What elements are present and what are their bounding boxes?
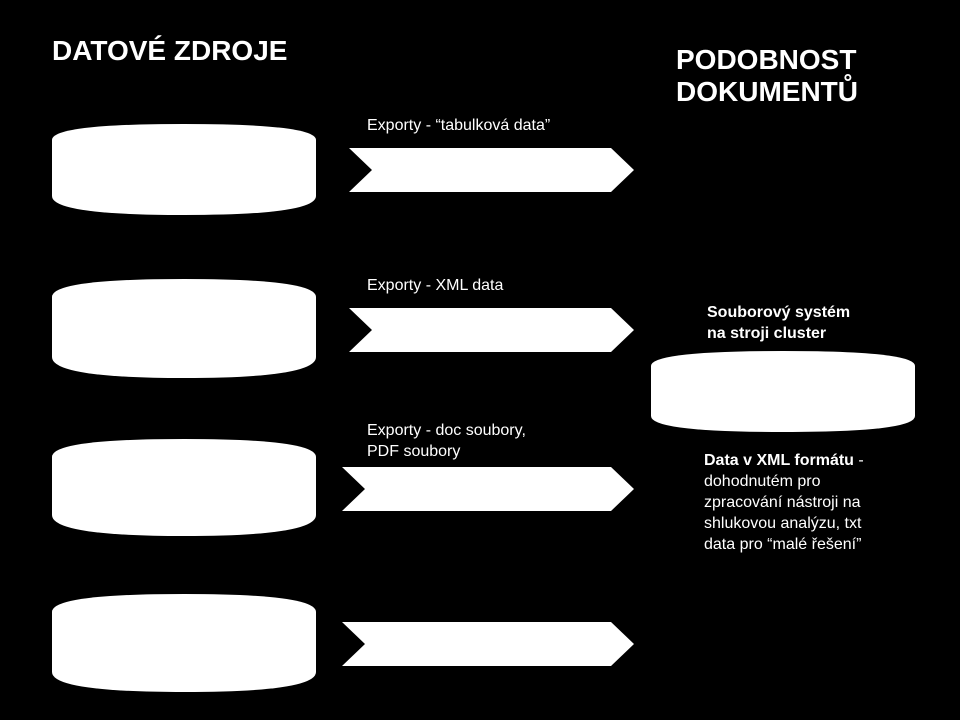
export-label-3-line-1: Exporty - doc soubory, (367, 422, 526, 439)
target-description-line-3: zpracování nástroji na (704, 494, 861, 511)
export-label-1 (367, 115, 550, 136)
source-cylinder-2 (52, 279, 316, 378)
target-description-line-4: shlukovou analýzu, txt (704, 515, 862, 532)
export-arrow-1 (349, 148, 634, 192)
target-description-bold: Data v XML formátu (704, 452, 854, 469)
target-description-line-1 (704, 450, 864, 471)
target-heading-line-1: Souborový systém (707, 304, 851, 321)
data-sources-title: DATOVÉ ZDROJE (52, 35, 288, 66)
export-arrow-2 (349, 308, 634, 352)
source-cylinder-3 (52, 439, 316, 536)
source-cylinder-4 (52, 594, 316, 692)
target-description (704, 450, 864, 555)
target-description-line-2: dohodnutém pro (704, 473, 821, 490)
target-description-line-5: data pro “malé řešení” (704, 536, 862, 553)
export-label-2-line-1: Exporty - XML data (367, 277, 504, 294)
export-label-3 (367, 420, 526, 462)
target-heading-line-2: na stroji cluster (707, 325, 827, 342)
export-arrow-4 (342, 622, 634, 666)
target-description-dash: - (853, 452, 864, 469)
target-heading (707, 302, 850, 344)
source-cylinder-1 (52, 124, 316, 215)
export-label-1-line-1: Exporty - “tabulková data” (367, 117, 551, 134)
document-similarity-title-line-2: DOKUMENTŮ (676, 76, 858, 107)
export-label-2 (367, 275, 503, 296)
export-arrow-3 (342, 467, 634, 511)
target-cylinder (651, 351, 915, 432)
export-label-3-line-2: PDF soubory (367, 443, 461, 460)
document-similarity-title-line-1: PODOBNOST (676, 44, 857, 75)
